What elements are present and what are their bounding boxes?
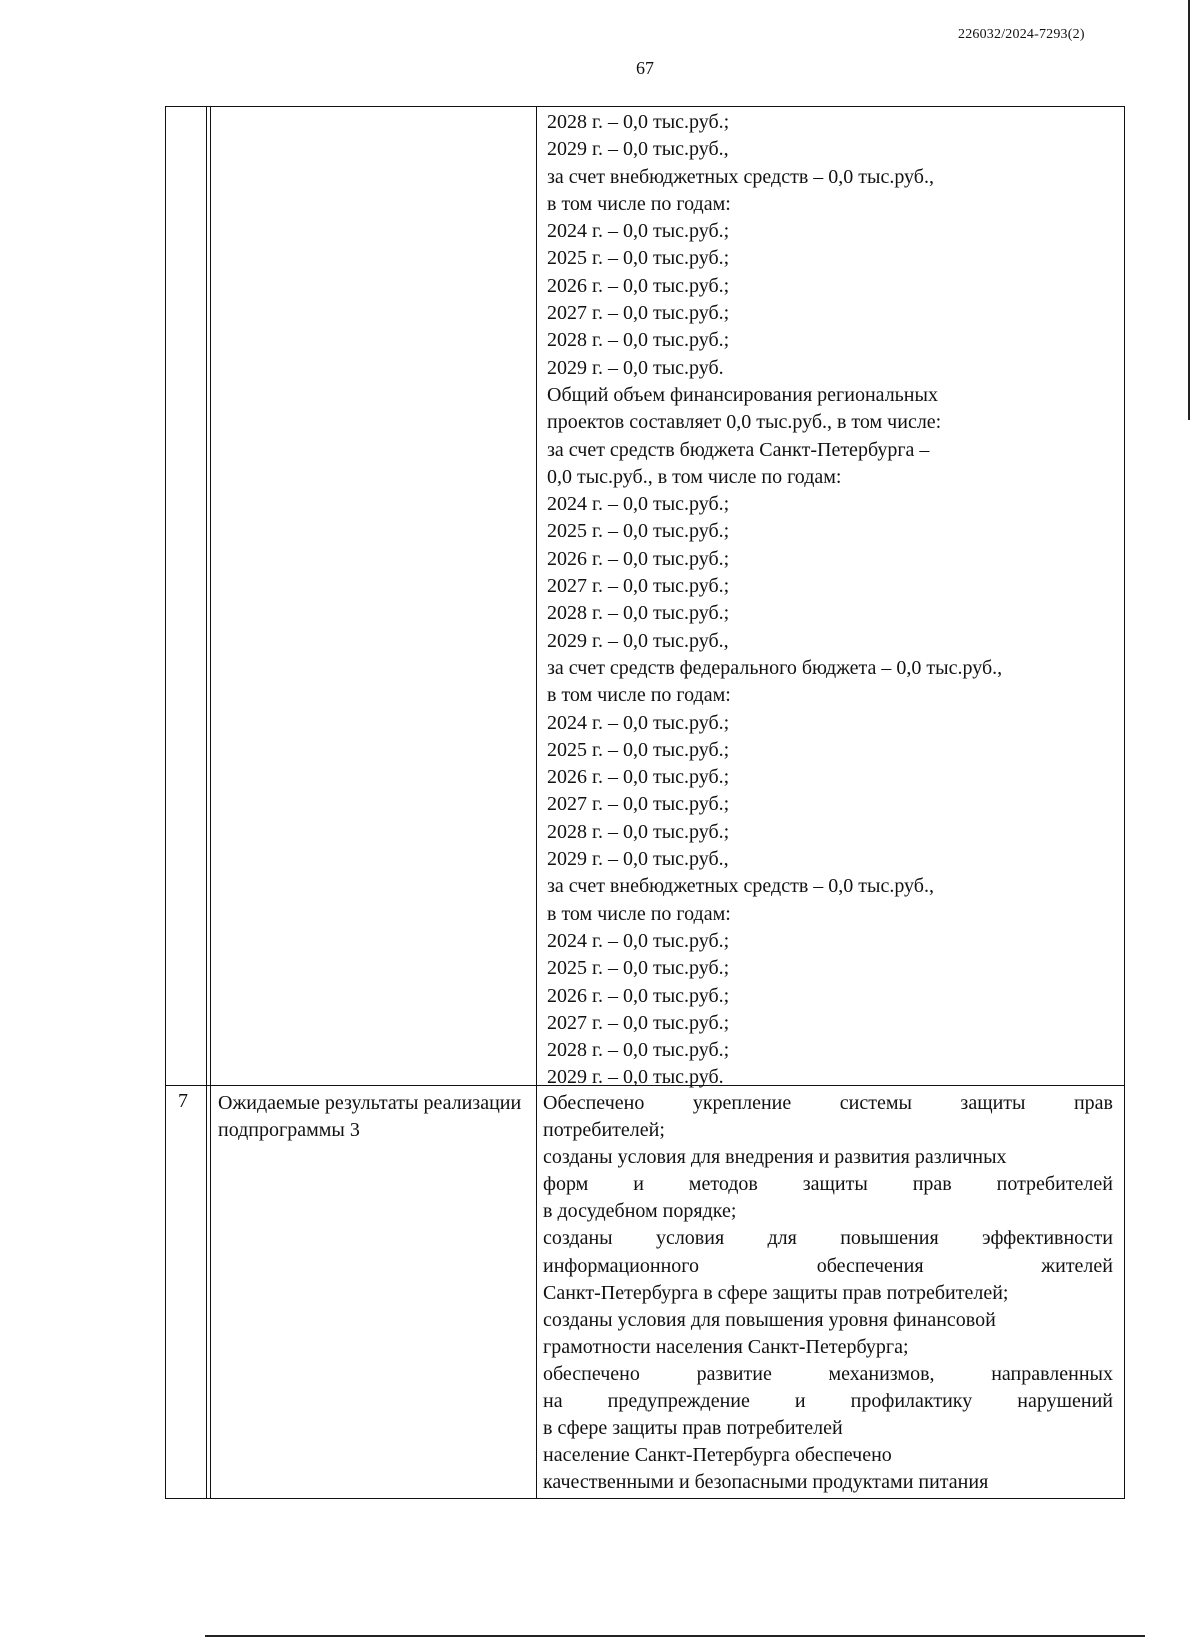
result-line: грамотности населения Санкт-Петербурга; bbox=[543, 1335, 909, 1358]
result-line: созданы условия для повышения уровня финансовой bbox=[543, 1308, 996, 1331]
funding-cell bbox=[547, 109, 1111, 1092]
result-line: на предупреждение и профилактику нарушений bbox=[543, 1390, 1113, 1413]
result-line: созданы условия для внедрения и развития различных bbox=[543, 1146, 1007, 1169]
funding-line: 2025 г. – 0,0 тыс.руб.; bbox=[547, 957, 730, 980]
funding-line: 2025 г. – 0,0 тыс.руб.; bbox=[547, 520, 730, 543]
result-line: Обеспечено укрепление системы защиты прав bbox=[543, 1092, 1113, 1114]
row-number: 7 bbox=[178, 1090, 188, 1112]
result-line: качественными и безопасными продуктами питания bbox=[543, 1471, 989, 1494]
funding-line: 2024 г. – 0,0 тыс.руб.; bbox=[547, 493, 730, 516]
result-line: обеспечено развитие механизмов, направленных bbox=[543, 1362, 1113, 1385]
result-line: население Санкт-Петербурга обеспечено bbox=[543, 1444, 892, 1467]
column-divider bbox=[536, 107, 537, 1498]
funding-line: 2026 г. – 0,0 тыс.руб.; bbox=[547, 984, 730, 1007]
funding-line: за счет внебюджетных средств – 0,0 тыс.руб., bbox=[547, 875, 934, 898]
funding-line: 2028 г. – 0,0 тыс.руб.; bbox=[547, 602, 730, 625]
funding-line: 0,0 тыс.руб., в том числе по годам: bbox=[547, 465, 842, 488]
funding-line: 2029 г. – 0,0 тыс.руб. bbox=[547, 1066, 724, 1089]
funding-line: 2026 г. – 0,0 тыс.руб.; bbox=[547, 547, 730, 570]
expected-results-cell bbox=[543, 1090, 1113, 1496]
funding-line: 2024 г. – 0,0 тыс.руб.; bbox=[547, 220, 730, 243]
scan-edge-line bbox=[1188, 0, 1190, 420]
funding-line: Общий объем финансирования региональных bbox=[547, 383, 938, 406]
funding-line: 2028 г. – 0,0 тыс.руб.; bbox=[547, 1039, 730, 1062]
funding-line: 2024 г. – 0,0 тыс.руб.; bbox=[547, 929, 730, 952]
funding-line: 2027 г. – 0,0 тыс.руб.; bbox=[547, 793, 730, 816]
funding-line: 2024 г. – 0,0 тыс.руб.; bbox=[547, 711, 730, 734]
result-line: в досудебном порядке; bbox=[543, 1200, 737, 1223]
funding-line: в том числе по годам: bbox=[547, 192, 731, 215]
result-line: в сфере защиты прав потребителей bbox=[543, 1417, 843, 1440]
funding-line: 2027 г. – 0,0 тыс.руб.; bbox=[547, 1011, 730, 1034]
page-number: 67 bbox=[636, 58, 654, 78]
result-line: форм и методов защиты прав потребителей bbox=[543, 1173, 1113, 1196]
funding-line: 2026 г. – 0,0 тыс.руб.; bbox=[547, 766, 730, 789]
funding-line: проектов составляет 0,0 тыс.руб., в том числе: bbox=[547, 411, 942, 434]
funding-line: 2029 г. – 0,0 тыс.руб. bbox=[547, 356, 724, 379]
funding-line: в том числе по годам: bbox=[547, 684, 731, 707]
funding-line: 2029 г. – 0,0 тыс.руб., bbox=[547, 848, 729, 871]
column-divider bbox=[210, 107, 211, 1498]
passport-table bbox=[165, 106, 1125, 1499]
column-divider bbox=[206, 107, 207, 1498]
funding-line: 2025 г. – 0,0 тыс.руб.; bbox=[547, 247, 730, 270]
funding-line: 2025 г. – 0,0 тыс.руб.; bbox=[547, 738, 730, 761]
funding-line: 2028 г. – 0,0 тыс.руб.; bbox=[547, 329, 730, 352]
row-title: Ожидаемые результаты реализации подпрограммы 3 bbox=[218, 1092, 522, 1141]
scan-edge-line bbox=[205, 1635, 1145, 1637]
result-line: информационного обеспечения жителей bbox=[543, 1254, 1113, 1277]
funding-line: за счет средств федерального бюджета – 0,0 тыс.руб., bbox=[547, 656, 1003, 679]
document-registration-number: 226032/2024-7293(2) bbox=[958, 27, 1085, 42]
result-line: Санкт-Петербурга в сфере защиты прав потребителей; bbox=[543, 1281, 1009, 1304]
funding-line: 2026 г. – 0,0 тыс.руб.; bbox=[547, 274, 730, 297]
funding-line: в том числе по годам: bbox=[547, 902, 731, 925]
funding-line: 2028 г. – 0,0 тыс.руб.; bbox=[547, 111, 730, 133]
funding-line: 2028 г. – 0,0 тыс.руб.; bbox=[547, 820, 730, 843]
result-line: потребителей; bbox=[543, 1119, 665, 1142]
funding-line: за счет средств бюджета Санкт-Петербурга – bbox=[547, 438, 930, 461]
funding-line: 2027 г. – 0,0 тыс.руб.; bbox=[547, 575, 730, 598]
result-line: созданы условия для повышения эффективности bbox=[543, 1227, 1113, 1250]
funding-line: за счет внебюджетных средств – 0,0 тыс.руб., bbox=[547, 165, 934, 188]
funding-line: 2029 г. – 0,0 тыс.руб., bbox=[547, 138, 729, 161]
funding-line: 2027 г. – 0,0 тыс.руб.; bbox=[547, 302, 730, 325]
funding-line: 2029 г. – 0,0 тыс.руб., bbox=[547, 629, 729, 652]
